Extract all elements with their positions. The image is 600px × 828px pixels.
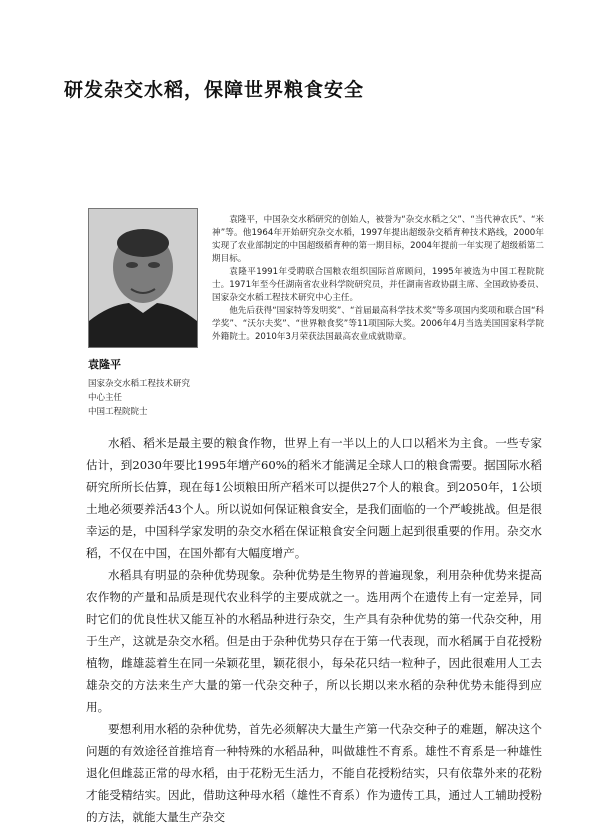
- portrait-affiliation-line: 中国工程院院士: [88, 407, 148, 417]
- bio-paragraph: 袁隆平，中国杂交水稻研究的创始人，被誉为“杂交水稻之父”、“当代神农氏”、“米神”等。他1964年开始研究杂交水稻，1997年提出超级杂交稻育种技术路线，2000年实现了农业部制定的中国超级稻育种的第一期目标，2004年提前一年实现了超级稻第二期目标。: [212, 215, 544, 264]
- page-title: 研发杂交水稻，保障世界粮食安全: [64, 79, 365, 101]
- portrait-photo: [88, 208, 198, 348]
- body-paragraph: 水稻、稻米是最主要的粮食作物，世界上有一半以上的人口以稻米为主食。一些专家估计，到2030年要比1995年增产60%的稻米才能满足全球人口的粮食需要。据国际水稻研究所所长估算，现在每1公顷粮田所产稻米可以提供27个人的粮食。到2050年，1公顷土地必须要养活43个人。所以说如何保证粮食安全，是我们面临的一个严峻挑战。但是很幸运的是，中国科学家发明的杂交水稻在保证粮食安全问题上起到很重要的作用。杂交水稻，不仅在中国，在国外都有大幅度增产。: [86, 436, 542, 560]
- biography: [212, 214, 544, 344]
- body-paragraph: 水稻具有明显的杂种优势现象。杂种优势是生物界的普遍现象，利用杂种优势来提高农作物的产量和品质是现代农业科学的主要成就之一。选用两个在遗传上有一定差异，同时它们的优良性状又能互补的水稻品种进行杂交，生产具有杂种优势的第一代杂交种，用于生产，这就是杂交水稻。但是由于杂种优势只存在于第一代表现，而水稻属于自花授粉植物，雌雄蕊着生在同一朵颖花里，颖花很小，每朵花只结一粒种子，因此很难用人工去雄杂交的方法来生产大量的第一代杂交种子，所以长期以来水稻的杂种优势未能得到应用。: [86, 568, 542, 714]
- bio-paragraph: 袁隆平1991年受聘联合国粮农组织国际首席顾问，1995年被选为中国工程院院士。1971年至今任湖南省农业科学院研究员，并任湖南省政协副主席、全国政协委员、国家杂交水稻工程技术研究中心主任。: [212, 267, 544, 303]
- bio-paragraph: 他先后获得“国家特等发明奖”、“首届最高科学技术奖”等多项国内奖项和联合国“科学奖”、“沃尔夫奖”、“世界粮食奖”等11项国际大奖。2006年4月当选美国国家科学院外籍院士。2010年3月荣获法国最高农业成就勋章。: [212, 306, 544, 342]
- portrait-affiliation-line: 国家杂交水稻工程技术研究: [88, 379, 191, 389]
- portrait-affiliation-line: 中心主任: [88, 393, 123, 403]
- portrait-illustration: [89, 209, 197, 347]
- article-body: [86, 432, 542, 828]
- body-paragraph: 要想利用水稻的杂种优势，首先必须解决大量生产第一代杂交种子的难题，解决这个问题的有效途径首推培育一种特殊的水稻品种，叫做雄性不育系。雄性不育系是一种雄性退化但雌蕊正常的母水稻，由于花粉无生活力，不能自花授粉结实，只有依靠外来的花粉才能受精结实。因此，借助这种母水稻（雄性不育系）作为遗传工具，通过人工辅助授粉的方法，就能大量生产杂交: [86, 722, 542, 824]
- portrait-name: 袁隆平: [88, 358, 121, 371]
